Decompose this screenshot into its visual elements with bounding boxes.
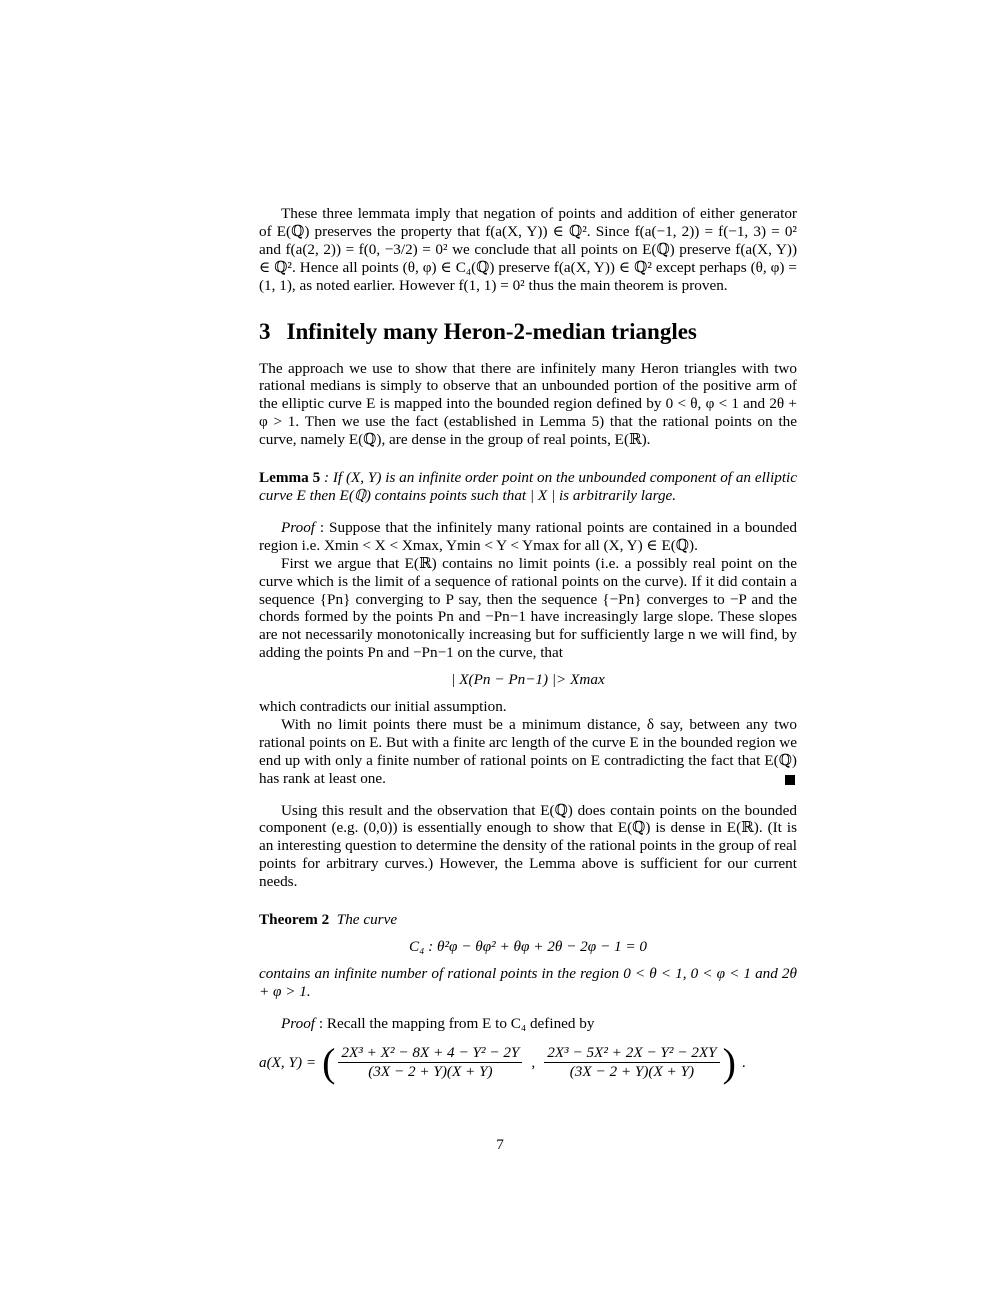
fraction-second-denominator: (3X − 2 + Y)(X + Y)	[569, 1063, 695, 1081]
display-equation-xmax: | X(Pn − Pn−1) |> Xmax	[451, 671, 605, 689]
mapping-lhs: a(X, Y) =	[259, 1053, 317, 1071]
paragraph-lemmata-conclusion: These three lemmata imply that negation of points and addition of either generator of E(ℚ) preserves the property that f(a(X, Y)) ∈ ℚ². Since f(a(−1, 2)) = f(−1, 3) = 0² and f(a(2, 2)) = f(0, −3/2) = 0² we conclude that all points on E(ℚ) preserve f(a(X, Y)) ∈ ℚ². Hence all points (θ, φ) ∈ C₄(ℚ) preserve f(a(X, Y)) ∈ ℚ² except perhaps (θ, φ) = (1, 1), as noted earlier. However f(1, 1) = 0² thus the main theorem is proven.	[259, 205, 797, 294]
proof-limit-points: First we argue that E(ℝ) contains no limit points (i.e. a possibly real point on the curve which is the limit of a sequence of rational points on the curve). If it did contain a sequence {Pn} converging to P say, then the sequence {−Pn} converges to −P and the chords formed by the points Pn and −Pn−1 have increasingly large slope. These slopes are not necessarily monotonically increasing but for sufficiently large n we will find, by adding the points Pn and −Pn−1 on the curve, that	[259, 554, 797, 662]
comma-separator: ,	[531, 1053, 536, 1071]
page-body	[259, 205, 797, 1083]
proof-theorem-2	[259, 1015, 797, 1033]
qed-square-icon	[785, 775, 795, 785]
lemma-statement: : If (X, Y) is an infinite order point on the unbounded component of an elliptic curve E then E(ℚ) contains points such that | X | is arbitrarily large.	[259, 469, 797, 504]
proof-contradiction: which contradicts our initial assumption.	[259, 698, 507, 716]
fraction-first	[338, 1044, 522, 1081]
proof-minimum-distance	[259, 716, 797, 788]
proof-label: Proof	[281, 518, 316, 536]
page-number: 7	[496, 1136, 504, 1153]
proof-minimum-distance-text: With no limit points there must be a minimum distance, δ say, between any two rational points on E. But with a finite arc length of the curve E in the bounded region we end up with only a finite number of rational points on E contradicting the fact that E(ℚ) has rank at least one.	[259, 715, 797, 787]
proof-text: : Suppose that the infinitely many rational points are contained in a bounded region i.e. Xmin < X < Xmax, Ymin < Y < Ymax for all (X, Y) ∈ E(ℚ).	[259, 518, 797, 554]
section-number: 3	[259, 318, 271, 344]
paragraph-density: Using this result and the observation that E(ℚ) does contain points on the bounded component (e.g. (0,0)) is essentially enough to show that E(ℚ) is dense in E(ℝ). (It is an interesting question to determine the density of the rational points in the group of real points for arbitrary curves.) However, the Lemma above is sufficient for our current needs.	[259, 801, 797, 891]
right-paren-icon: )	[722, 1039, 736, 1085]
lemma-label: Lemma 5	[259, 469, 321, 487]
fraction-first-denominator: (3X − 2 + Y)(X + Y)	[368, 1063, 493, 1081]
lemma-5	[259, 469, 797, 505]
proof2-label: Proof	[281, 1014, 316, 1032]
fraction-first-numerator: 2X³ + X² − 8X + 4 − Y² − 2Y	[338, 1044, 522, 1063]
theorem-label: Theorem 2	[259, 911, 330, 929]
proof2-text: : Recall the mapping from E to C₄ defined by	[315, 1014, 595, 1032]
display-equation-c4: C₄ : θ²φ − θφ² + θφ + 2θ − 2φ − 1 = 0	[408, 938, 648, 955]
section-heading	[259, 318, 797, 346]
theorem-continuation: contains an infinite number of rational points in the region 0 < θ < 1, 0 < φ < 1 and 2θ + φ > 1.	[259, 964, 797, 1000]
section-title: Infinitely many Heron-2-median triangles	[286, 318, 697, 344]
proof-lemma-5	[259, 519, 797, 555]
paragraph-approach: The approach we use to show that there are infinitely many Heron triangles with two rational medians is simply to observe that an unbounded portion of the positive arm of the elliptic curve E is mapped into the bounded region defined by 0 < θ, φ < 1 and 2θ + φ > 1. Then we use the fact (established in Lemma 5) that the rational points on the curve, namely E(ℚ), are dense in the group of real points, E(ℝ).	[259, 359, 797, 449]
left-paren-icon: (	[322, 1039, 336, 1085]
theorem-statement: The curve	[336, 911, 398, 929]
theorem-2	[259, 911, 797, 929]
period-icon: .	[741, 1053, 746, 1071]
mapping-equation	[259, 1039, 797, 1085]
fraction-second-numerator: 2X³ − 5X² + 2X − Y² − 2XY	[544, 1044, 719, 1063]
fraction-second	[544, 1044, 719, 1081]
